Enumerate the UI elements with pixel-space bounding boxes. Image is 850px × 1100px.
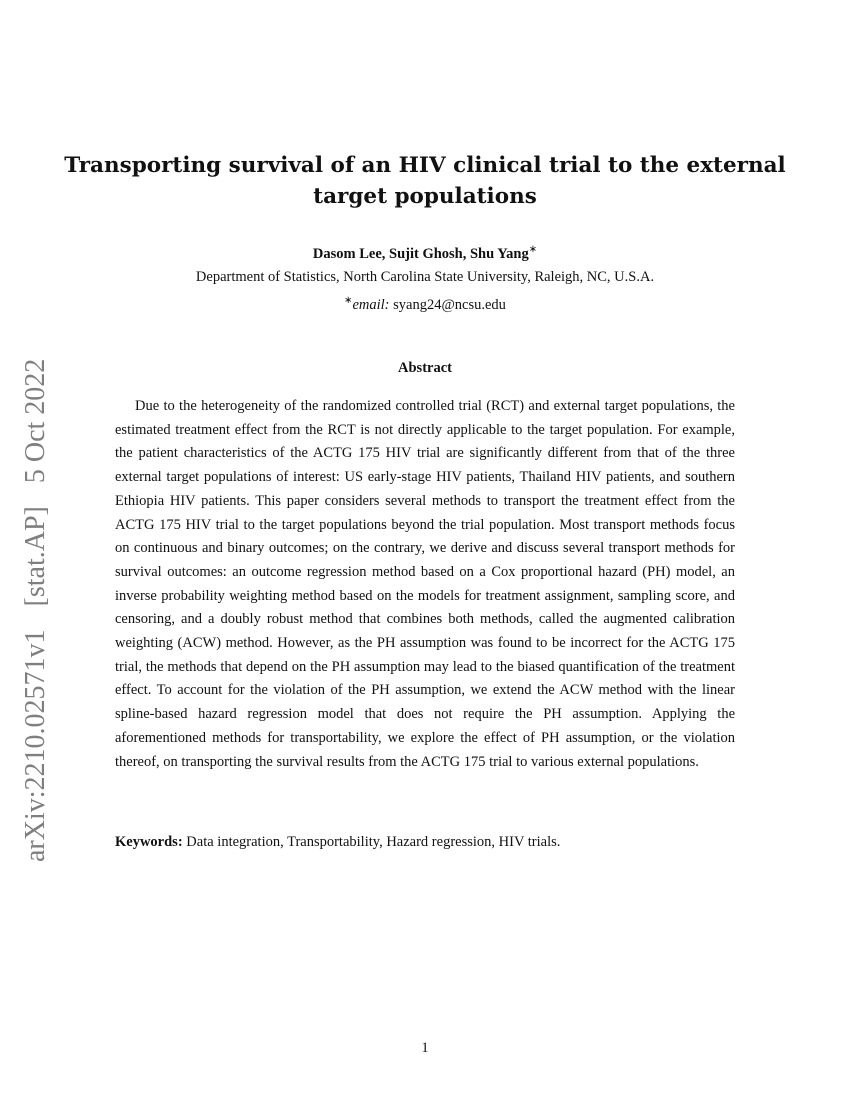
email-label: email: — [352, 296, 390, 313]
author-list — [80, 240, 770, 264]
abstract-text: Due to the heterogeneity of the randomized controlled trial (RCT) and external target populations, the estimated treatment effect from the RCT is not directly applicable to the target population. For example, the patient characteristics of the ACTG 175 HIV trial are significantly different from that of the three external target populations of interest: US early-stage HIV patients, Thailand HIV patients, and southern Ethiopia HIV patients. This paper considers several methods to transport the treatment effect from the ACTG 175 HIV trial to the target populations beyond the trial population. Most transport methods focus on continuous and binary outcomes; on the contrary, we derive and discuss several transport methods for survival outcomes: an outcome regression method based on a Cox proportional hazard (PH) model, an inverse probability weighting method based on the models for treatment assignment, sampling score, and censoring, and a doubly robust method that combines both methods, called the augmented calibration weighting (ACW) method. However, as the PH assumption was found to be incorrect for the ACTG 175 trial, the methods that depend on the PH assumption may lead to the biased quantification of the treatment effect. To account for the violation of the PH assumption, we extend the ACW method with the linear spline-based hazard regression model that does not require the PH assumption. Applying the aforementioned methods for transportability, we explore the effect of PH assumption, or the violation thereof, on transporting the survival results from the ACTG 175 trial to various external populations. — [115, 398, 735, 770]
email-address: syang24@ncsu.edu — [393, 296, 506, 313]
author-names: Dasom Lee, Sujit Ghosh, Shu Yang — [312, 245, 529, 262]
paper-title: Transporting survival of an HIV clinical trial to the external target populations — [64, 153, 786, 209]
author-affiliation: Department of Statistics, North Carolina State University, Raleigh, NC, U.S.A. — [195, 269, 655, 285]
corresponding-author-mark: ∗ — [528, 244, 538, 255]
arxiv-category: [stat.AP] — [20, 506, 51, 607]
keywords-label: Keywords: — [115, 834, 183, 850]
arxiv-date: 5 Oct 2022 — [20, 358, 51, 484]
corresponding-email — [80, 290, 770, 316]
keywords — [115, 831, 735, 854]
arxiv-identifier-stamp — [14, 306, 58, 862]
email-mark: ∗ — [344, 295, 353, 306]
arxiv-id: arXiv:2210.02571v1 — [20, 629, 51, 862]
keywords-list: Data integration, Transportability, Hazard regression, HIV trials. — [186, 834, 561, 850]
page-number: 1 — [421, 1040, 429, 1056]
abstract-heading: Abstract — [398, 360, 452, 376]
